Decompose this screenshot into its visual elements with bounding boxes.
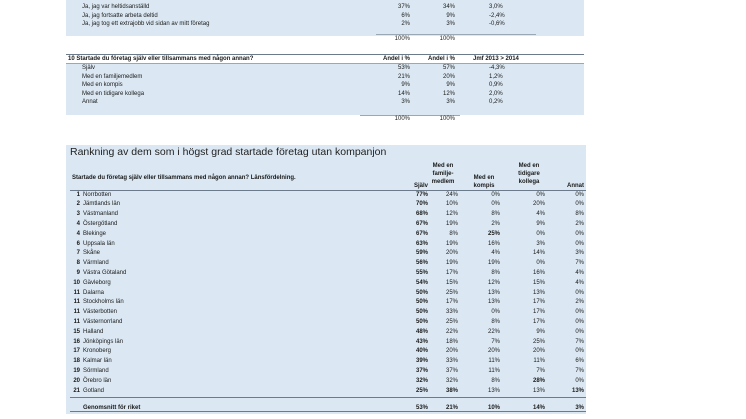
value-self: 67% <box>415 220 428 227</box>
top-row-value-b: 34% <box>442 4 455 10</box>
value-friend: 8% <box>491 377 500 384</box>
county-name: Uppsala län <box>83 240 115 247</box>
value-colleague: 3% <box>536 240 545 247</box>
value-other: 0% <box>575 348 584 355</box>
average-family: 21% <box>445 405 458 411</box>
value-friend: 16% <box>487 240 500 247</box>
county-name: Halland <box>83 328 104 335</box>
q10-row-value-c: -4,3% <box>489 65 505 71</box>
value-family: 12% <box>445 211 458 218</box>
average-other: 3% <box>575 405 584 411</box>
value-other: 0% <box>575 240 584 247</box>
rank-number: 17 <box>73 348 80 355</box>
value-self: 50% <box>415 318 428 325</box>
county-name: Kronoberg <box>83 348 112 355</box>
value-other: 6% <box>575 358 584 365</box>
value-colleague: 14% <box>532 250 545 257</box>
q10-row-value-c: 2,0% <box>489 90 503 97</box>
rank-number: 3 <box>76 211 80 218</box>
top-row-label: Ja, jag var heltidsanställd <box>82 4 150 10</box>
q10-col-b: Andel i % <box>427 56 455 62</box>
value-colleague: 17% <box>532 309 545 316</box>
value-friend: 13% <box>487 299 500 306</box>
value-colleague: 4% <box>536 211 545 218</box>
rank-number: 11 <box>73 289 80 296</box>
rank-number: 18 <box>73 358 80 365</box>
rank-number: 9 <box>76 269 80 276</box>
value-colleague: 16% <box>532 269 545 276</box>
ranking-question: Startade du företag själv eller tillsammans med någon annan? Länsfördelning. <box>72 175 296 181</box>
value-colleague: 0% <box>536 191 545 198</box>
county-name: Västerbotten <box>83 309 118 316</box>
value-colleague: 17% <box>532 318 545 325</box>
county-name: Örebro län <box>83 377 112 384</box>
value-friend: 22% <box>487 328 500 335</box>
ranking-title: Rankning av dem som i högst grad startade företag utan kompanjon <box>70 146 387 158</box>
rank-number: 2 <box>76 201 80 208</box>
value-family: 19% <box>445 220 458 227</box>
county-name: Västernorrland <box>83 318 123 325</box>
county-name: Kalmar län <box>83 358 112 365</box>
rank-number: 16 <box>73 338 80 345</box>
rank-number: 4 <box>76 230 80 237</box>
value-colleague: 7% <box>536 367 545 374</box>
value-self: 43% <box>415 338 428 345</box>
value-friend: 25% <box>487 230 500 237</box>
value-family: 33% <box>445 309 458 316</box>
top-row-label: Ja, jag fortsatte arbeta deltid <box>82 12 158 19</box>
value-self: 59% <box>415 250 428 257</box>
value-family: 15% <box>445 279 458 286</box>
county-name: Blekinge <box>83 230 107 237</box>
q10-row-value-a: 21% <box>397 73 410 80</box>
value-colleague: 15% <box>532 279 545 286</box>
value-friend: 11% <box>488 358 500 365</box>
value-family: 20% <box>445 348 458 355</box>
value-friend: 8% <box>491 211 500 218</box>
value-colleague: 0% <box>536 230 545 237</box>
rank-number: 19 <box>73 367 80 374</box>
value-self: 50% <box>415 309 428 316</box>
value-colleague: 13% <box>532 387 545 394</box>
value-colleague: 20% <box>532 201 545 208</box>
value-colleague: 20% <box>532 348 545 355</box>
value-other: 7% <box>575 367 584 374</box>
top-total-a: 100% <box>394 36 410 42</box>
value-other: 2% <box>575 299 584 306</box>
value-other: 4% <box>575 269 584 276</box>
rank-number: 21 <box>73 387 80 394</box>
value-family: 32% <box>445 377 458 384</box>
col-header-friend: Med en kompis <box>473 175 495 189</box>
average-bottom-rule <box>70 411 586 412</box>
value-self: 67% <box>415 230 428 237</box>
rank-number: 11 <box>73 318 80 325</box>
q10-row-value-c: 0,9% <box>489 82 503 88</box>
rank-number: 7 <box>76 250 80 257</box>
value-other: 0% <box>575 377 584 384</box>
value-family: 24% <box>445 191 458 198</box>
rank-number: 15 <box>73 328 80 335</box>
value-self: 32% <box>415 377 428 384</box>
top-row-value-a: 37% <box>397 4 410 10</box>
q10-row-value-a: 3% <box>401 99 410 105</box>
value-family: 37% <box>445 367 458 374</box>
county-name: Västra Götaland <box>83 269 127 276</box>
rank-number: 8 <box>76 260 80 267</box>
value-colleague: 0% <box>536 260 545 267</box>
col-header-self: Själv <box>413 183 428 189</box>
value-colleague: 11% <box>533 358 545 365</box>
value-friend: 11% <box>488 367 500 374</box>
q10-row-value-b: 9% <box>446 82 455 88</box>
rank-number: 4 <box>76 220 80 227</box>
q10-row-value-b: 57% <box>442 65 455 71</box>
q10-row-value-b: 20% <box>442 73 455 80</box>
county-name: Norrbotten <box>83 191 112 198</box>
value-family: 25% <box>445 318 458 325</box>
value-family: 25% <box>445 289 458 296</box>
value-self: 77% <box>415 191 428 198</box>
top-row-value-a: 2% <box>401 21 410 27</box>
value-friend: 8% <box>491 318 500 325</box>
q10-row-value-c: 0,2% <box>489 99 503 105</box>
value-family: 22% <box>445 328 458 335</box>
top-row-value-c: -0,6% <box>489 21 505 27</box>
county-name: Gotland <box>83 387 105 394</box>
value-colleague: 28% <box>532 377 545 384</box>
value-other: 2% <box>575 220 584 227</box>
q10-total-a: 100% <box>394 116 410 122</box>
value-friend: 0% <box>491 309 500 316</box>
value-family: 38% <box>445 387 458 394</box>
value-self: 70% <box>415 201 428 208</box>
rank-number: 11 <box>73 309 80 316</box>
value-friend: 2% <box>491 220 500 227</box>
value-other: 13% <box>571 387 584 394</box>
value-self: 55% <box>415 269 428 276</box>
q10-row-label: Med en familjemedlem <box>82 73 143 80</box>
value-friend: 13% <box>487 387 500 394</box>
top-row-value-b: 9% <box>446 12 455 19</box>
value-family: 18% <box>445 338 458 345</box>
top-row-value-b: 3% <box>446 21 455 27</box>
value-other: 0% <box>575 309 584 316</box>
col-header-colleague: Med en tidigare kollega <box>518 163 540 185</box>
value-other: 8% <box>575 211 584 218</box>
average-colleague: 14% <box>532 405 545 411</box>
county-name: Stockholms län <box>83 299 124 306</box>
q10-row-value-b: 12% <box>442 90 455 97</box>
county-name: Västmanland <box>83 211 119 218</box>
value-friend: 4% <box>491 250 500 257</box>
value-friend: 7% <box>491 338 500 345</box>
value-other: 0% <box>575 191 584 198</box>
value-self: 39% <box>415 358 428 365</box>
value-family: 19% <box>445 260 458 267</box>
value-self: 37% <box>415 367 428 374</box>
q10-row-label: Med en tidigare kollega <box>82 90 145 97</box>
value-family: 19% <box>445 240 458 247</box>
value-family: 17% <box>445 269 458 276</box>
county-name: Skåne <box>83 250 101 257</box>
county-name: Jönköpings län <box>83 338 124 345</box>
q10-row-value-a: 9% <box>401 82 410 88</box>
value-friend: 20% <box>487 348 500 355</box>
top-row-label: Ja, jag tog ett extrajobb vid sidan av mitt företag <box>82 21 210 27</box>
value-self: 68% <box>415 211 428 218</box>
q10-question: 10 Startade du företag själv eller tillsammans med någon annan? <box>68 56 254 62</box>
value-colleague: 13% <box>532 289 545 296</box>
value-colleague: 9% <box>536 328 545 335</box>
ranking-header-rule <box>70 190 586 191</box>
average-self: 53% <box>415 405 428 411</box>
q10-row-value-a: 53% <box>397 65 410 71</box>
value-self: 56% <box>415 260 428 267</box>
value-self: 48% <box>415 328 428 335</box>
value-friend: 0% <box>491 201 500 208</box>
q10-row-value-a: 14% <box>397 90 410 97</box>
average-top-rule <box>70 397 586 398</box>
top-total-b: 100% <box>439 36 455 42</box>
value-other: 4% <box>575 279 584 286</box>
ranking-bg <box>66 145 586 414</box>
rank-number: 20 <box>73 377 80 384</box>
q10-col-a: Andel i % <box>382 56 410 62</box>
county-name: Jämtlands län <box>83 201 121 208</box>
value-other: 7% <box>575 338 584 345</box>
rank-number: 11 <box>73 299 80 306</box>
value-friend: 13% <box>487 289 500 296</box>
col-header-family: Med en familje- medlem <box>431 163 455 185</box>
county-name: Värmland <box>83 260 109 267</box>
col-header-other: Annat <box>567 183 584 189</box>
value-family: 10% <box>445 201 458 208</box>
county-name: Sörmland <box>83 367 109 374</box>
value-other: 0% <box>575 289 584 296</box>
top-row-value-a: 6% <box>401 12 410 19</box>
q10-row-label: Med en kompis <box>82 82 123 88</box>
county-name: Dalarna <box>83 289 105 296</box>
value-other: 3% <box>575 250 584 257</box>
top-row-value-c: -2,4% <box>489 12 505 19</box>
value-other: 0% <box>575 230 584 237</box>
value-family: 8% <box>449 230 458 237</box>
rank-number: 6 <box>76 240 80 247</box>
average-friend: 10% <box>487 405 500 411</box>
q10-row-label: Annat <box>82 99 98 105</box>
q10-row-label: Själv <box>82 65 96 71</box>
value-self: 50% <box>415 289 428 296</box>
value-family: 33% <box>445 358 458 365</box>
value-family: 17% <box>445 299 458 306</box>
value-colleague: 17% <box>532 299 545 306</box>
value-friend: 12% <box>487 279 500 286</box>
rank-number: 10 <box>73 279 80 286</box>
value-friend: 19% <box>487 260 500 267</box>
county-name: Östergötland <box>83 220 118 227</box>
rank-number: 1 <box>76 191 80 198</box>
value-friend: 0% <box>491 191 500 198</box>
value-family: 20% <box>445 250 458 257</box>
q10-total-b: 100% <box>439 116 455 122</box>
q10-col-c: Jmf 2013 > 2014 <box>473 56 519 62</box>
value-other: 7% <box>575 260 584 267</box>
average-label: Genomsnitt för riket <box>83 405 141 411</box>
value-other: 0% <box>575 318 584 325</box>
value-other: 0% <box>575 328 584 335</box>
value-friend: 8% <box>491 269 500 276</box>
value-self: 63% <box>415 240 428 247</box>
top-row-value-c: 3,0% <box>489 4 503 10</box>
county-name: Gävleborg <box>83 279 111 286</box>
q10-row-value-c: 1,2% <box>489 73 503 80</box>
value-colleague: 9% <box>536 220 545 227</box>
q10-row-value-b: 3% <box>446 99 455 105</box>
value-colleague: 25% <box>532 338 545 345</box>
value-other: 0% <box>575 201 584 208</box>
value-self: 25% <box>415 387 428 394</box>
value-self: 40% <box>415 348 428 355</box>
value-self: 50% <box>415 299 428 306</box>
value-self: 54% <box>415 279 428 286</box>
